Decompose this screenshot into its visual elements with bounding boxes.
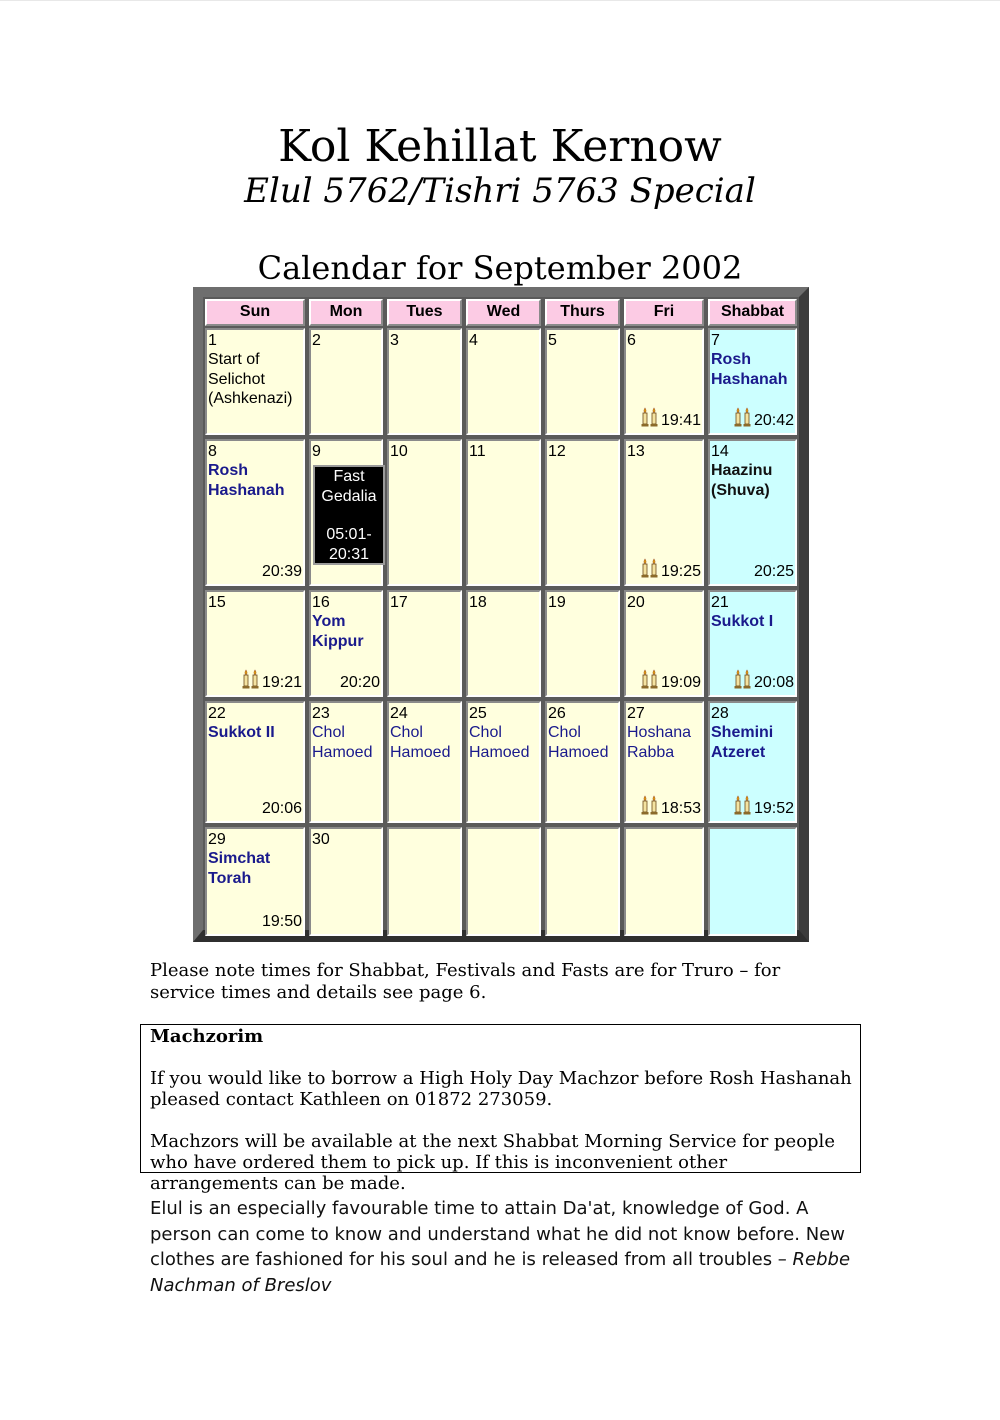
calendar-day-cell — [545, 328, 620, 435]
day-number: 14 — [711, 443, 729, 460]
machzorim-paragraph-1: If you would like to borrow a High Holy Day Machzor before Rosh Hashanah pleased contact Kathleen on 01872 273059. — [150, 1068, 852, 1110]
candle-lighting-time — [733, 795, 794, 819]
candle-lighting-time — [733, 669, 794, 693]
day-event: Sukkot I — [711, 613, 774, 630]
candles-icon — [733, 795, 753, 815]
day-number: 17 — [390, 594, 408, 611]
candle-lighting-time — [733, 407, 794, 431]
day-number: 12 — [548, 443, 566, 460]
candles-icon — [640, 558, 660, 578]
time-value: 18:53 — [660, 799, 701, 817]
candles-icon — [733, 669, 753, 689]
calendar-title: Calendar for September 2002 — [257, 249, 743, 287]
fast-start-time: 05:01- — [326, 526, 372, 543]
fast-end-time: 20:31 — [328, 545, 370, 563]
fast-name-line2: Gedalia — [321, 487, 377, 505]
calendar-day-cell — [545, 827, 620, 936]
calendar-day-cell — [708, 328, 797, 435]
day-event: Sukkot II — [208, 724, 275, 741]
day-number: 2 — [312, 332, 321, 349]
day-event: Simchat Torah — [208, 850, 271, 887]
calendar-day-cell — [624, 439, 704, 586]
time-value: 19:50 — [261, 912, 302, 930]
candle-lighting-time — [640, 795, 701, 819]
calendar-day-cell — [387, 328, 462, 435]
calendar-day-cell — [624, 328, 704, 435]
time-value: 19:25 — [660, 562, 701, 580]
day-event: Start of Selichot (Ashkenazi) — [208, 351, 293, 407]
calendar-grid — [193, 287, 809, 942]
calendar-day-cell — [466, 590, 541, 697]
calendar-day-cell — [708, 701, 797, 823]
time-value: 19:09 — [660, 673, 701, 691]
day-number: 8 — [208, 443, 217, 460]
time-value: 20:42 — [753, 411, 794, 429]
calendar-day-cell — [545, 439, 620, 586]
day-number: 24 — [390, 705, 408, 722]
day-number: 9 — [312, 443, 321, 460]
day-number: 28 — [711, 705, 729, 722]
calendar-day-cell — [466, 328, 541, 435]
calendar-day-cell — [309, 701, 383, 823]
day-number: 11 — [469, 443, 486, 460]
day-number: 6 — [627, 332, 636, 349]
day-header-sun: Sun — [205, 299, 305, 326]
day-event: Rosh Hashanah — [711, 351, 788, 388]
time-value: 20:39 — [261, 562, 302, 580]
calendar-day-cell — [624, 827, 704, 936]
calendar-day-cell — [205, 827, 305, 936]
day-number: 18 — [469, 594, 487, 611]
day-number: 7 — [711, 332, 720, 349]
calendar-day-cell — [466, 439, 541, 586]
calendar-day-cell — [309, 827, 383, 936]
calendar-day-cell — [387, 590, 462, 697]
day-header-thurs: Thurs — [545, 299, 620, 326]
issue-subtitle: Elul 5762/Tishri 5763 Special — [244, 171, 756, 211]
top-border-line — [0, 0, 1000, 1]
day-event: Shemini Atzeret — [711, 724, 774, 761]
day-event: Hoshana Rabba — [627, 724, 692, 761]
day-number: 3 — [390, 332, 399, 349]
calendar-day-cell — [205, 439, 305, 586]
day-number: 25 — [469, 705, 487, 722]
calendar-day-cell — [309, 439, 383, 586]
day-number: 19 — [548, 594, 566, 611]
times-note: Please note times for Shabbat, Festivals and Fasts are for Truro – for service times and details see page 6. — [150, 960, 781, 1003]
day-event: Chol Hamoed — [469, 724, 530, 761]
machzorim-heading: Machzorim — [150, 1026, 264, 1047]
candles-icon — [640, 407, 660, 427]
candle-lighting-time — [640, 407, 701, 431]
time-value: 19:52 — [753, 799, 794, 817]
time-value: 19:41 — [660, 411, 701, 429]
day-number: 15 — [208, 594, 226, 611]
fast-name-line1: Fast — [333, 468, 365, 485]
day-header-mon: Mon — [309, 299, 383, 326]
day-number: 27 — [627, 705, 645, 722]
calendar-day-cell — [205, 590, 305, 697]
machzorim-box — [140, 1024, 861, 1194]
calendar-day-cell — [309, 590, 383, 697]
calendar-day-cell — [624, 590, 704, 697]
fast-badge — [313, 465, 385, 565]
candle-lighting-time — [262, 562, 302, 582]
calendar-day-cell — [205, 328, 305, 435]
candles-icon — [241, 669, 261, 689]
day-number: 23 — [312, 705, 330, 722]
calendar-day-cell — [205, 701, 305, 823]
candles-icon — [733, 407, 753, 427]
calendar-day-cell — [545, 590, 620, 697]
newsletter-title: Kol Kehillat Kernow — [278, 121, 722, 172]
day-event: Chol Hamoed — [390, 724, 451, 761]
day-header-shabbat: Shabbat — [708, 299, 797, 326]
day-event: Rosh Hashanah — [208, 462, 285, 499]
day-header-fri: Fri — [624, 299, 704, 326]
calendar-day-cell — [545, 701, 620, 823]
day-number: 30 — [312, 831, 330, 848]
day-number: 20 — [627, 594, 645, 611]
quote-attribution: Rebbe Nachman of Breslov — [150, 1249, 851, 1296]
day-number: 5 — [548, 332, 557, 349]
day-number: 22 — [208, 705, 226, 722]
day-header-tues: Tues — [387, 299, 462, 326]
calendar-day-cell — [708, 827, 797, 936]
candle-lighting-time — [340, 673, 380, 693]
day-event: Yom Kippur — [312, 613, 364, 650]
day-header-wed: Wed — [466, 299, 541, 326]
time-value: 20:25 — [753, 562, 794, 580]
day-number: 29 — [208, 831, 226, 848]
time-value: 20:08 — [753, 673, 794, 691]
calendar-day-cell — [387, 827, 462, 936]
day-number: 1 — [208, 332, 217, 349]
time-value: 20:20 — [339, 673, 380, 691]
candle-lighting-time — [262, 912, 302, 932]
candle-lighting-time — [640, 558, 701, 582]
day-event: Haazinu (Shuva) — [711, 462, 773, 499]
candle-lighting-time — [262, 799, 302, 819]
candles-icon — [640, 669, 660, 689]
calendar-day-cell — [387, 439, 462, 586]
calendar-day-cell — [708, 439, 797, 586]
day-event: Chol Hamoed — [312, 724, 373, 761]
candle-lighting-time — [241, 669, 302, 693]
quote-text: Elul is an especially favourable time to attain Da'at, knowledge of God. A person can come to know and understand what he did not know before. New clothes are fashioned for his soul and he is released from all troubles – — [150, 1198, 845, 1270]
day-number: 4 — [469, 332, 478, 349]
day-number: 16 — [312, 594, 330, 611]
calendar-day-cell — [387, 701, 462, 823]
day-number: 21 — [711, 594, 729, 611]
calendar-day-cell — [624, 701, 704, 823]
day-number: 13 — [627, 443, 645, 460]
calendar-day-cell — [708, 590, 797, 697]
day-number: 10 — [390, 443, 408, 460]
candles-icon — [640, 795, 660, 815]
candle-lighting-time — [754, 562, 794, 582]
calendar-day-cell — [466, 701, 541, 823]
time-value: 19:21 — [261, 673, 302, 691]
calendar-day-cell — [309, 328, 383, 435]
candle-lighting-time — [640, 669, 701, 693]
day-number: 26 — [548, 705, 566, 722]
time-value: 20:06 — [261, 799, 302, 817]
machzorim-paragraph-2: Machzors will be available at the next Shabbat Morning Service for people who have ordered them to pick up. If this is inconvenient other arrangements can be made. — [150, 1131, 835, 1194]
calendar-day-cell — [466, 827, 541, 936]
elul-quote — [150, 1196, 860, 1298]
day-event: Chol Hamoed — [548, 724, 609, 761]
